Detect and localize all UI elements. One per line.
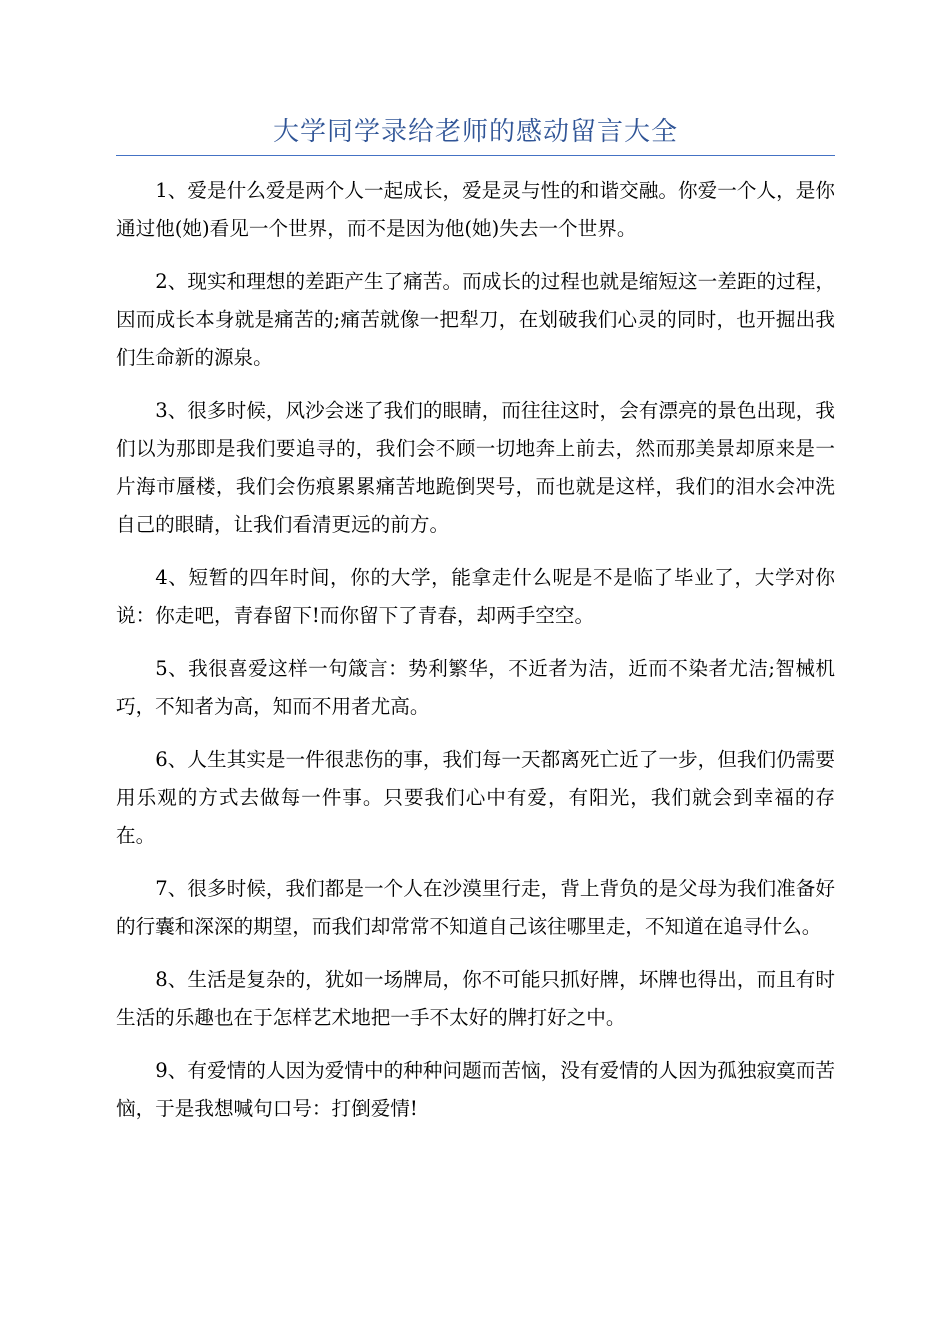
paragraph-6: 6、人生其实是一件很悲伤的事，我们每一天都离死亡近了一步，但我们仍需要用乐观的方式去做每一件事。只要我们心中有爱，有阳光，我们就会到幸福的存在。: [116, 748, 835, 847]
document-title: 大学同学录给老师的感动留言大全: [272, 117, 678, 147]
title-underline: [116, 155, 835, 156]
paragraph-8: 8、生活是复杂的，犹如一场牌局，你不可能只抓好牌，坏牌也得出，而且有时生活的乐趣也在于怎样艺术地把一手不太好的牌打好之中。: [116, 968, 835, 1029]
paragraph-3: 3、很多时候，风沙会迷了我们的眼睛，而往往这时，会有漂亮的景色出现，我们以为那即是我们要追寻的，我们会不顾一切地奔上前去，然而那美景却原来是一片海市蜃楼，我们会伤痕累累痛苦地跪倒哭号，而也就是这样，我们的泪水会冲洗自己的眼睛，让我们看清更远的前方。: [116, 399, 835, 536]
paragraph-2: 2、现实和理想的差距产生了痛苦。而成长的过程也就是缩短这一差距的过程，因而成长本身就是痛苦的;痛苦就像一把犁刀，在划破我们心灵的同时，也开掘出我们生命新的源泉。: [116, 270, 835, 369]
paragraph-4: 4、短暂的四年时间，你的大学，能拿走什么呢是不是临了毕业了，大学对你说：你走吧，青春留下!而你留下了青春，却两手空空。: [116, 566, 835, 627]
paragraph-9: 9、有爱情的人因为爱情中的种种问题而苦恼，没有爱情的人因为孤独寂寞而苦恼，于是我想喊句口号：打倒爱情!: [116, 1059, 835, 1120]
paragraph-5: 5、我很喜爱这样一句箴言：势利繁华，不近者为洁，近而不染者尤洁;智械机巧，不知者为高，知而不用者尤高。: [116, 657, 835, 718]
paragraph-7: 7、很多时候，我们都是一个人在沙漠里行走，背上背负的是父母为我们准备好的行囊和深深的期望，而我们却常常不知道自己该往哪里走，不知道在追寻什么。: [116, 877, 835, 938]
paragraph-1: 1、爱是什么爱是两个人一起成长，爱是灵与性的和谐交融。你爱一个人，是你通过他(她)看见一个世界，而不是因为他(她)失去一个世界。: [116, 179, 835, 240]
document-body: [116, 172, 835, 1143]
